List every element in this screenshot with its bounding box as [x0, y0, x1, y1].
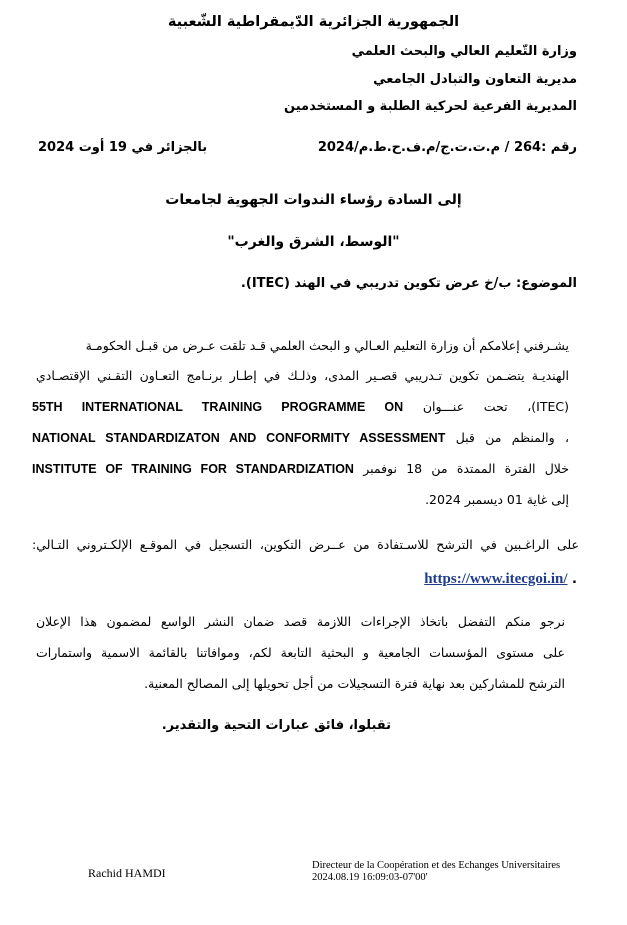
letter-date: بالجزائر في 19 أوت 2024 [38, 140, 208, 155]
closing-salutation: تقبلوا، فائق عبارات التحية والتقدير. [161, 718, 391, 733]
registration-link[interactable]: https://www.itecgoi.in/ [424, 571, 568, 587]
digital-signature-block [312, 860, 560, 884]
paragraph1-line [32, 399, 569, 414]
paragraph1-text: خلال الفترة الممتدة من 18 نوفمبر [363, 461, 569, 476]
programme-title: 55TH INTERNATIONAL TRAINING PROGRAMME ON [32, 400, 404, 414]
paragraph3-line: على مستوى المؤسسات الجامعية و البحثية التابعة لكم، وموافاتنا بالقائمة الاسمية واستمارات [36, 645, 565, 660]
ministry-name: وزارة التّعليم العالي والبحث العلمي [351, 44, 577, 59]
programme-title: NATIONAL STANDARDIZATON AND CONFORMITY ASSESSMENT [32, 431, 446, 445]
paragraph1-line [32, 461, 569, 476]
paragraph1-text: ، والمنظم من قبل [455, 430, 569, 445]
signer-name: Rachid HAMDI [88, 866, 166, 880]
paragraph1-line: الهنديـة يتضـمن تكوين تـدريبي قصـير المدى، وذلـك في إطـار برنـامج التعـاون التقـني الإقتصـادي [36, 368, 569, 383]
subject-line: الموضوع: ب/خ عرض تكوين تدريبي في الهند (ITEC). [240, 276, 577, 291]
paragraph2-url-line [424, 568, 577, 588]
url-suffix: . [567, 572, 577, 587]
subdirectorate-name: المديرية الفرعية لحركية الطلبة و المستخدمين [284, 99, 577, 114]
republic-heading: الجمهورية الجزائرية الدّيمقراطية الشّعبية [167, 14, 460, 30]
reference-number: رقم :264 / م.ت.ت.ج/م.ف.ح.ط.م/2024 [317, 140, 577, 155]
addressee-regions: "الوسط، الشرق والغرب" [227, 234, 400, 250]
addressee-line: إلى السادة رؤساء الندوات الجهوية لجامعات [165, 192, 462, 208]
paragraph3-line: الترشح للمشاركين بعد نهاية فترة التسجيلات من أجل تحويلها إلى المصالح المعنية. [144, 676, 565, 691]
paragraph1-line [32, 430, 569, 445]
paragraph3-line: نرجو منكم التفضل باتخاذ الإجراءات اللازمة قصد ضمان النشر الواسع لمضمون هذا الإعلان [36, 614, 565, 629]
institute-name: INSTITUTE OF TRAINING FOR STANDARDIZATION [32, 462, 354, 476]
paragraph2-line: على الراغـبين في الترشح للاسـتفادة من عــرض التكوين، التسجيل في الموقـع الإلكـتروني التـالي: [32, 537, 579, 552]
directorate-name: مديرية التعاون والتبادل الجامعي [373, 72, 577, 87]
signature-timestamp: 2024.08.19 16:09:03-07'00' [312, 872, 428, 883]
paragraph1-line: إلى غاية 01 ديسمبر 2024. [425, 492, 569, 507]
paragraph1-line: يشـرفني إعلامكم أن وزارة التعليم العـالي و البحث العلمي قـد تلقت عـرض من قبـل الحكومـة [85, 338, 569, 353]
paragraph1-text: (ITEC)، تحت عنـــوان [422, 399, 569, 414]
signer-title: Directeur de la Coopération et des Echanges Universitaires [312, 860, 561, 871]
